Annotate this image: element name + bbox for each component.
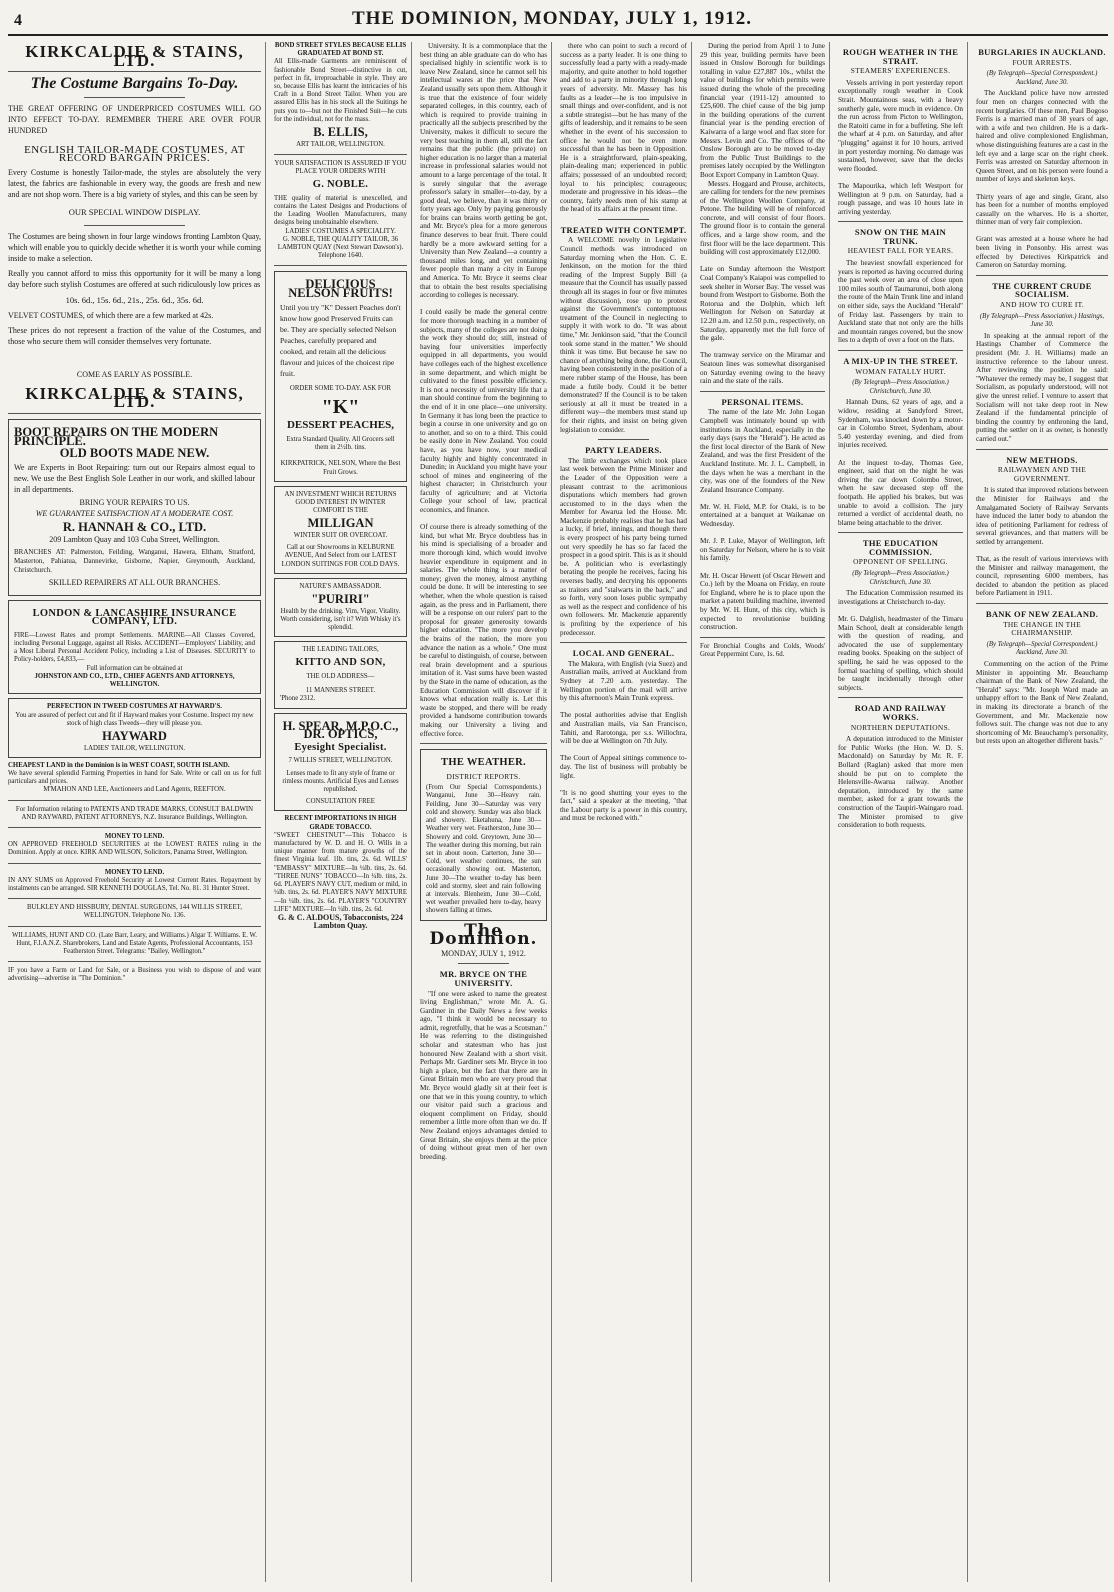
bnz-headline: BANK OF NEW ZEALAND. — [985, 609, 1099, 620]
patents-ad: For Information relating to PATENTS AND TRADE MARKS, CONSULT BALDWIN AND RAYWARD, PATENT ATTORNEYS, N.Z. Insurance Buildings, Wellington. — [15, 805, 254, 821]
nelson-body: Until you try "K" Dessert Peaches don't know how good Preserved Fruits can be. They are specially selected Nelson Peaches, carefully prepared and cooked, and retain all the delicious flavour and juices of the choicest ripe fruit. — [280, 302, 401, 378]
weather-body: (From Our Special Correspondents.) Wanganui, June 30—Heavy rain. Feilding, June 30—Saturday was very cold and showery. Sunday was also black and showery. Eketahuna, June 30—Weather very wet. Featherston, June 30—Showery and cold. Greytown, June 30—The weather during this morning, but rain set in about noon. Carterton, June 30—Cold, wet weather continues, the sun occasionally showing out. Masterton, June 30—The weather to-day has been cold and stormy, sleet and rain following at intervals. Blenheim, June 30—Cold, wet weather prevailed here to-day, heavy showers falling at times. — [426, 784, 541, 915]
socialism-body: In speaking at the annual report of the Hastings Chamber of Commerce the president (Mr. J. H. Williams) made an instructive reference to the labour unrest. After reviewing the position he said: "Whatever the remedy may be, I suggest that Socialism, as popularly understood, will not give the unrest relief. I venture to assert that Socialism will not take deep root in New Zealand if the fundamental principle of binding the country by enthroning the land, putting the settler on it as owner, is honestly carried out." — [976, 331, 1108, 443]
kitto-ad — [274, 641, 407, 708]
insurance-ad — [8, 600, 261, 695]
bnz-sub: THE CHANGE IN THE CHAIRMANSHIP. — [1003, 619, 1081, 638]
kirkcaldie-para-4: VELVET COSTUMES, of which there are a few marked at 42s. — [8, 311, 214, 321]
lend-1-body: ON APPROVED FREEHOLD SECURITIES at the LOWEST RATES ruling in the Dominion. Apply at once. KIRK AND WILSON, Solicitors, Panama Street, Wellington. — [8, 841, 261, 857]
kirkcaldie-para-1: Every Costume is honestly Tailor-made, the styles are absolutely the very latest, the fabrics are fashionable in every way, the goods are fresh and new and are not shop worn. There is a big variety of styles, and this can be seen by — [8, 167, 261, 199]
burglaries-sub: FOUR ARRESTS. — [1012, 57, 1072, 67]
land-body: We have several splendid Farming Properties in hand for Sale. Write or call on us for full particulars and prices. — [8, 769, 261, 786]
kirkcaldie-window-display: OUR SPECIAL WINDOW DISPLAY. — [68, 206, 201, 217]
noble-title: YOUR SATISFACTION IS ASSURED IF YOU PLACE YOUR ORDERS WITH — [274, 159, 407, 176]
burglaries-dateline: (By Telegraph—Special Correspondent.) Auckland, June 30. — [986, 70, 1098, 86]
kitto-title: THE LEADING TAILORS, — [302, 646, 379, 654]
kirkcaldie-firm-name: KIRKCALDIE & STAINS, LTD. — [25, 42, 244, 70]
personal-headline: PERSONAL ITEMS. — [721, 396, 804, 407]
local-news-body: Messrs. Hoggard and Prouse, architects, are calling for tenders for the new premises of the Wellington Woollen Company, at Petone. The building will be of reinforced concrete, and will consist of four floors. The ground floor is to contain the general offices, and a large show room, and the first floor will be the lace department. This building will cost approximately £12,000. Late on Sunday afternoon the Westport Coal Company's Kaiapoi was compelled to seek shelter in Worser Bay. The vessel was bound from Westport to Gisborne. Both the Rotorua and the Dolphin, which left Wellington for Nelson on Saturday at 12.20 a.m. and 12.50 p.m., respectively, on Saturday, apparently met the full force of the gale. The tramway service on the Miramar and Seatoun lines was somewhat disorganised on Saturday evening owing to the heavy rain and the state of the rails. — [700, 179, 825, 386]
milligan-body: WINTER SUIT OR OVERCOAT. — [293, 532, 388, 540]
bnz-body: Commenting on the action of the Prime Minister in appointing Mr. Beauchamp chairman of the Bank of New Zealand, the "Herald" says: "Mr. Joseph Ward made an unhappy effort to the Bank of New Zealand, in making its directorate a branch of the Government, and Mr. Mackenzie now follows suit. The change was not due to any shortcoming of Mr. Beauchamp's personality, but rests upon an altogether different basis." — [976, 660, 1108, 746]
spear-consult: CONSULTATION FREE — [306, 798, 375, 806]
mixup-sub: WOMAN FATALLY HURT. — [855, 366, 946, 376]
party-headline: PARTY LEADERS. — [585, 445, 662, 456]
burglaries-body: The Auckland police have now arrested four men on charges connected with the recent burglaries. Of these men, Paul Bogoso Ferris is a married man of 38 years of age, with a wife and two children. He is a dark-haired and olive complexioned Englishman, whose distinguishing features are a cast in the left eye and a large scar on the right cheek. Ferris was arrested on Saturday afternoon in Queen Street, and on his person were found a number of keys and skeleton keys. Thirty years of age and single, Grant, also has been for a number of months employed casually on the wharves. He is a shorter, thinner man of very fair complexion. Grant was arrested at a house where he had been living in Ponsonby. His arrest was effected by Detectives Kirkpatrick and Cameron on Saturday morning. — [976, 89, 1108, 270]
education-body: The Education Commission resumed its investigations at Christchurch to-day. Mr. G. Dalglish, headmaster of the Timaru Main School, dealt at considerable length with the question of reading, and advocated the use of supplementary reading books. Speaking on the subject of spelling, he said he was opposed to the formal teaching of spelling, which should be taught incidentally through other subjects. — [838, 589, 963, 692]
page-number: 4 — [14, 12, 22, 29]
noble-address: G. NOBLE, THE QUALITY TAILOR, 36 LAMBTON QUAY (Next Stewart Dawson's). Telephone 1640. — [277, 235, 404, 260]
hannah-firm: R. HANNAH & CO., LTD. — [62, 519, 207, 534]
hayward-body: You are assured of perfect cut and fit if Hayward makes your Costume. Inspect my new stock of high class Tweeds—they will please you. — [15, 711, 254, 727]
kirkcaldie-intro: THE GREAT OFFERING OF UNDERPRICED COSTUMES WILL GO INTO EFFECT TO-DAY. REMEMBER THERE ARE OVER FOUR HUNDRED — [8, 103, 261, 135]
tobacco-firm: G. & C. ALDOUS, Tobacconists, 224 Lambton Quay. — [277, 912, 404, 931]
hayward-ad — [8, 698, 261, 757]
kirkcaldie-prices: 10s. 6d., 15s. 6d., 21s., 25s. 6d., 35s. 6d. — [65, 294, 204, 305]
onslow-building-body: During the period from April 1 to June 29 this year, building permits have been issued in Onslow Borough for buildings totalling in value £27,887 10s., whilst the value of buildings for which permits were issued during the whole of the preceding financial year (1911-12) amounted to £25,600. The chief cause of the big jump in the building operations of the current financial year is the pending erection of Kaiwarra of a large wool and flax store for Messrs. Levin and Co. The offices of the Onslow Borough are to be moved to-day from the Public Trust Buildings to the premises lately occupied by the Wellington Boot Export Company in Lambton Quay. — [700, 42, 825, 179]
hannah-body: We are Experts in Boot Repairing: turn out our Repairs almost equal to new. We use the Best English Sole Leather in our work, and skilled labour in all departments. — [14, 462, 255, 494]
rough-weather-headline: ROUGH WEATHER IN THE STRAIT. — [842, 47, 959, 66]
hannah-address: 209 Lambton Quay and 103 Cuba Street, Wellington. — [49, 534, 220, 544]
spear-body: Lenses made to fit any style of frame or rimless mounts. Artificial Eyes and Lenses republished. — [282, 769, 399, 794]
bnz-dateline: (By Telegraph—Special Correspondent.) Auckland, June 30. — [986, 640, 1098, 657]
road-sub: NORTHERN DEPUTATIONS. — [850, 722, 951, 732]
noble-firm: G. NOBLE. — [312, 179, 369, 191]
milligan-ad — [274, 486, 407, 574]
puriri-name: "PURIRI" — [311, 592, 370, 607]
ellis-title: BOND STREET STYLES BECAUSE ELLIS GRADUATED AT BOND ST. — [274, 42, 407, 58]
local-body: The Makura, with English (via Suez) and Australian mails, arrived at Auckland from Sydney at 7.20 a.m. yesterday. The Wellington portion of the mail will arrive by this afternoon's Main Trunk express. The postal authorities advise that English and Australian mails, via San Francisco, Tahiti, and Rarotonga, per s.s. Willochra, will be due at Wellington on 7th July. The Court of Appeal sittings commence to-day. The list of business will probably be light. "It is no good shutting your eyes to the fact," said a speaker at the meeting, "that the Labour party is a power in this country, and must be reckoned with." — [560, 659, 687, 823]
kirkcaldie-para-3: Really you cannot afford to miss this opportunity for it will be many a long day before such stylish Costumes are offered at such ridiculously low prices as — [8, 268, 261, 289]
puriri-ad — [274, 578, 407, 637]
nelson-dessert-peaches: DESSERT PEACHES, — [286, 419, 394, 432]
kitto-firm: KITTO AND SON, — [295, 657, 386, 669]
hannah-bring: BRING YOUR REPAIRS TO US. — [79, 497, 190, 507]
hannah-ad — [8, 419, 261, 596]
university-article-body: University. It is a commonplace that the best thing an able graduate can do who has specialised highly in scientific work is to leave New Zealand, since he cannot sell his intellectual wares at the price that New Zealand usually sets upon them. Although it is true that the existence of four widely separated colleges, in this country, each of which is required to provide training in practically all the subjects prescribed by the University, makes it difficult to secure the very best teaching in them all, still the fact remains that the public (the private) on higher education is no larger than a material increase in professional salaries would not amount to a large percentage of the total. It is surely singular that the average professor's salary in smaller—to-day, by a good deal, we believe, than it was thirty or forty years ago. Only by paying generously for brains can brains worth getting be got, and Mr. Bryce's plea for a more generous finance deserves to bear fruit. There could hardly be a more awkward setting for a University than New Zealand—a country a thousand miles long, and yet containing fewer people than many a city in Europe and America. To Mr. Bryce it seems clear that to obtain the best results specialising according to colleges is necessary. I could easily be made the general centre for more thorough teaching in a number of subjects, many of the colleges are not doing the work they should do; still, instead of having four universities imperfectly equipped in all departments, you would have colleges each of the highest excellence in some department, and which might be cultivated to the finest possible efficiency. It is not a necessity of university life that a man should continue from the beginning to the end of it in one place—one university. In Germany it has long been the practice to begin a course in one university and go on to another, and so on to a third. This could be easily done in New Zealand. You could have, as you have now, your medical faculty highly and highly concentrated in Dunedin; in Auckland you might have your school of mines and engineering of the highest character; in Christchurch your faculty of agriculture; and at Victoria College your school of law, practical economics, and finance. Of course there is already something of the kind, but what Mr. Bryce doubtless has in his mind is specialising of a broader and more thorough kind, which would involve heavier expenditure in equipment and in salaries. The whole thing is a matter of money; given the money, almost anything could be done. It will be interesting to see whether, when the whole question is raised again, as the press and in Parliament, there will be a response on our rulers' part to the proposal for greater generosity towards higher education. "The more you develop the brains of the nation, the more you advance the nation as a whole." One must be careful to distinguish, of course, between real brain development and a spurious imitation of it. Vast sums have been wasted by the State in the name of education, as the Education Commission will discover if it knows what education really is. Let this waste be stopped, and there will be ready provided a handsome contribution towards making our University a living and effective force. — [420, 42, 547, 738]
rough-weather-body: Vessels arriving in port yesterday report exceptionally rough weather in Cook Strait. Mountainous seas, with a heavy southerly gale, were much in evidence. On the run across from Picton to Wellington, the Ratoiti came in for a buffeting. She left the wharf at 4 p.m. on Saturday, and after "plugging" against it for 10 hours, arrived in port yesterday morning. No damage was sustained, however, save that the decks were flooded. The Mapourika, which left Westport for Wellington at 9 p.m. on Saturday, had a rough passage, and was 10 hours late in arriving yesterday. — [838, 78, 963, 216]
ellis-firm: B. ELLIS, — [313, 125, 368, 140]
insurance-agents: JOHNSTON AND CO., LTD., CHIEF AGENTS AND ATTORNEYS, WELLINGTON. — [34, 672, 235, 689]
hannah-branches: BRANCHES AT: Palmerston, Feilding, Wanganui, Hawera, Eltham, Stratford, Masterton, Pahiatua, Dannevirke, Gisborne, Napier, Greymouth, Auckland, Christchurch. — [14, 548, 255, 575]
news-column-2 — [834, 42, 968, 1582]
treated-headline: TREATED WITH CONTEMPT. — [560, 224, 687, 235]
dominion-date: MONDAY, JULY 1, 1912. — [441, 948, 526, 958]
news-column-3 — [972, 42, 1108, 1582]
hayward-firm: HAYWARD — [102, 728, 167, 743]
snow-headline: SNOW ON THE MAIN TRUNK. — [854, 227, 947, 246]
education-headline: THE EDUCATION COMMISSION. — [862, 538, 939, 557]
spear-firm: H. SPEAR, M.P.O.C., DR. OPTICS, — [282, 718, 399, 742]
hannah-title-1: BOOT REPAIRS ON THE MODERN PRINCIPLE. — [14, 424, 219, 448]
tobacco-title: RECENT IMPORTATIONS IN HIGH GRADE TOBACCO. — [284, 815, 397, 831]
nelson-title: DELICIOUS NELSON FRUITS! — [288, 277, 393, 301]
hannah-title-2: OLD BOOTS MADE NEW. — [59, 446, 210, 461]
hayward-title: PERFECTION IN TWEED COSTUMES AT HAYWARD'S. — [47, 703, 222, 711]
puriri-body: Health by the drinking. Vim, Vigor, Vitality. Worth considering, isn't it? With Whisky it's splendid. — [280, 607, 401, 632]
weather-box — [420, 749, 547, 920]
nelson-order: ORDER SOME TO-DAY. ASK FOR — [289, 384, 392, 392]
ad-column-left — [8, 42, 266, 1582]
party-body: The little exchanges which took place last week between the Prime Minister and the Leader of the Opposition were a pleasant contrast to the acrimonious disputations which members had grown accustomed to in the days when the Member for Awarua led the House. Mr. Mackenzie probably realises that he has had a lucky, if brief, innings, and though there is every prospect of his party being turned out very speedily he has so far faced the prospect in a good spirit. This is as it should be. A politician who is everlastingly berating the people he receives, facing his reverses badly, and decrying his opponents as traitors and "stalwarts in the back," and so forth, very soon loses public sympathy as well as the respect and confidence of his own followers. Mr. Mackenzie apparently is profiting by the experience of his predecessor. — [560, 456, 687, 637]
tobacco-body: "SWEET CHESTNUT"—This Tobacco is manufactured by W. D. and H. O. Wills in a unique manner from mature growths of the finest Virginia leaf. 1lb. tins, 2s. 6d. WILLS' "EMBASSY" MIXTURE—In ¼lb. tins, 2s. 6d. "THREE NUNS" TOBACCO—In ¼lb. tins, 2s. 6d. PLAYER'S NAVY CUT, medium or mild, in ¼lb. tins, 2s. 6d. PLAYER'S NAVY MIXTURE—In ¼lb. tins, 2s. 6d. PLAYER'S "COUNTRY LIFE" MIXTURE—In ¼lb. tins, 2s. 6d. — [274, 831, 407, 913]
lend-2-title: MONEY TO LEND. — [104, 868, 165, 876]
spear-title: Eyesight Specialist. — [294, 741, 387, 753]
spear-ad — [274, 713, 407, 812]
new-methods-headline: NEW METHODS. — [1006, 454, 1078, 465]
ellis-sub: ART TAILOR, WELLINGTON. — [296, 140, 385, 148]
nelson-fruits-ad — [274, 271, 407, 481]
ad-column-small — [270, 42, 412, 1582]
weather-title: THE WEATHER. — [441, 757, 526, 769]
insurance-firm: LONDON & LANCASHIRE INSURANCE COMPANY, LTD. — [32, 607, 237, 628]
mixup-headline: A MIX-UP IN THE STREET. — [843, 356, 958, 366]
lend-2-body: IN ANY SUMS on Approved Freehold Security at Lowest Current Rates. Repayment by instalments can be arranged. SIR KENNETH DOUGLAS, Tel. No. 81. 31 Hunter Street. — [8, 876, 261, 892]
farm-ad: IF you have a Farm or Land for Sale, or a Business you wish to dispose of and want advertising—advertise in "The Dominion." — [8, 967, 261, 983]
noble-body: THE quality of material is unexcelled, and contains the Latest Designs and Productions of the Leading Woollen Manufacturers, many designs being unobtainable elsewhere. — [274, 194, 407, 227]
editorial-column-2 — [556, 42, 692, 1582]
hannah-skilled: SKILLED REPAIRERS AT ALL OUR BRANCHES. — [48, 578, 221, 588]
lend-1-title: MONEY TO LEND. — [104, 832, 165, 840]
personal-body: The name of the late Mr. John Logan Campbell was intimately bound up with institutions in Auckland, especially in the early days (says the "Herald"). He acted as the first local director of the Bank of New Zealand, and was the first President of the Auckland Institute. Mr. J. L. Campbell, in the days when he was a merchant in the city, was one of the founders of the New Zealand Insurance Company. Mr. W. H. Field, M.P. for Otaki, is to be entertained at a banquet at Waikanae on Wednesday. Mr. J. P. Luke, Mayor of Wellington, left on Saturday for Nelson, where he is to visit his family. Mr. H. Oscar Hewett (of Oscar Hewett and Co.) left by the Moana on Friday, en route for England, where he is to place upon the market a patent building machine, invented by Mr. W. H. Hunt, of this city, which is expected to revolutionise building construction. — [700, 408, 825, 632]
peppermint-footer: For Bronchial Coughs and Colds, Woods' Great Peppermint Cure, 1s. 6d. — [700, 642, 825, 658]
hannah-guarantee: WE GUARANTEE SATISFACTION AT A MODERATE COST. — [35, 509, 234, 519]
land-firm: M'MAHON AND LEE, Auctioneers and Land Agents, REEFTON. — [43, 786, 226, 794]
mixup-body: Hannah Duns, 62 years of age, and a widow, residing at Sandyford Street, Sydenham, was knocked down by a motor-car in Colombo Street, Sydenham, about 5.40 yesterday evening, and died from injuries received. At the inquest to-day, Thomas Gee, engineer, said that on the night he was driving the car down Colombo Street, when he saw deceased step off the footpath. He applied his brakes, but was unable to avoid a collision. The jury returned a verdict of accidental death, no blame being attachable to the driver. — [838, 398, 963, 527]
insurance-body: FIRE—Lowest Rates and prompt Settlements. MARINE—All Classes Covered, including Personal Luggage, against all Risks. ACCIDENT—Employers' Liability, and a Most Liberal Personal Accident Policy, including a List of Diseases. SECURITY to Policy-holders, £4,833,— — [14, 631, 255, 664]
land-title: CHEAPEST LAND in the Dominion is in WEST COAST, SOUTH ISLAND. — [8, 761, 230, 769]
mixup-dateline: (By Telegraph—Press Association.) Christchurch, June 30. — [852, 379, 949, 395]
williams-ad: WILLIAMS, HUNT AND CO. (Late Barr, Leary, and Williams.) Algar T. Williams. E. W. Hunt, F.I.A.N.Z. Sharebrokers, Land and Estate Agents, Professional Accountants, 153 Featherston Street. Telegrams: "Bailey, Wellington." — [11, 931, 258, 955]
road-body: A deputation introduced to the Minister for Public Works (the Hon. W. D. S. Macdonald) on Saturday by Mr. R. F. Bollard (Raglan) asked that more men should be put on to complete the Helensville-Awarua railway. Another deputation, introduced by the same member, asked for a grant towards the construction of the Taupiri-Waingaro road. The Minister promised to give consideration to both requests. — [838, 735, 963, 830]
kitto-address: 11 MANNERS STREET. — [305, 687, 376, 695]
socialism-dateline: (By Telegraph—Press Association.) Hastings, June 30. — [979, 312, 1105, 329]
new-methods-sub: RAILWAYMEN AND THE GOVERNMENT. — [997, 465, 1087, 483]
road-headline: ROAD AND RAILWAY WORKS. — [854, 703, 947, 722]
local-headline: LOCAL AND GENERAL. — [572, 648, 675, 659]
nelson-firm: KIRKPATRICK, NELSON, Where the Best Fruit Grows. — [280, 460, 401, 476]
kitto-old: THE OLD ADDRESS— — [306, 673, 375, 681]
spear-address: 7 WILLIS STREET, WELLINGTON. — [288, 757, 393, 765]
newspaper-title: THE DOMINION, MONDAY, JULY 1, 1912. — [351, 8, 753, 29]
weather-subtitle: DISTRICT REPORTS. — [446, 771, 521, 781]
masthead — [8, 6, 1108, 36]
kirkcaldie-firm-name-footer: KIRKCALDIE & STAINS, LTD. — [25, 383, 244, 412]
insurance-info: Full information can be obtained at — [86, 664, 183, 672]
socialism-sub: AND HOW TO CURE IT. — [999, 300, 1085, 310]
kirkcaldie-para-5: These prices do not represent a fraction of the value of the Costumes, and those who secure them will consider themselves very fortunate. — [8, 326, 261, 347]
kirkcaldie-caption: ENGLISH TAILOR-MADE COSTUMES, AT RECORD BARGAIN PRICES. — [24, 143, 245, 165]
milligan-title: AN INVESTMENT WHICH RETURNS GOOD INTEREST IN WINTER COMFORT IS THE — [284, 490, 397, 515]
hayward-sub: LADIES' TAILOR, WELLINGTON. — [83, 744, 186, 752]
socialism-headline: THE CURRENT CRUDE SOCIALISM. — [992, 280, 1092, 300]
news-column-1 — [696, 42, 830, 1582]
editorial-headline: MR. BRYCE ON THE UNIVERSITY. — [439, 969, 528, 988]
editorial-body: "If one were asked to name the greatest living Englishman," wrote Mr. A. G. Gardiner in the Daily News a few weeks ago, "I think it would be necessary to admit, regretfully, that he was a Scotsman." He was referring to the distinguished scholar and statesman who has just honoured New Zealand with a short visit. Perhaps Mr. Gardiner sets Mr. Bryce in too high a place, but the fact that there are in Great Britain men who are very proud that Mr. Bryce would gladly sit at their feet is one that we in this young country, to which our visitor paid such a gracious and eloquent compliment on Friday, should remember a little more often than we do. If New Zealand enjoys advantages denied to Great Britain, she enjoys them at the price of doing without great men of her own breeding. — [420, 989, 547, 1161]
dentists-ad: BULKLEY AND HISSBURY, DENTAL SURGEONS, 144 WILLIS STREET, WELLINGTON. Telephone No. 136. — [27, 904, 242, 920]
rough-weather-sub: STEAMERS' EXPERIENCES. — [850, 66, 951, 76]
snow-sub: HEAVIEST FALL FOR YEARS. — [847, 246, 954, 256]
snow-body: The heaviest snowfall experienced for years is reported as having occurred during the past week over an area of close upon 100 miles south of Taumarunui, both along the route of the Main Trunk line and inland on either side, says the Auckland "Herald" of Friday last. Passengers by train to Auckland state that not only are the hills and mountain ranges covered, but the snow lies to a depth of over a foot on the flats. — [838, 259, 963, 345]
education-sub: OPPONENT OF SPELLING. — [853, 557, 948, 567]
ellis-body: All Ellis-made Garments are reminiscent of fashionable Bond Street—distinctive in cut, perfect in fit, irreproachable in style. They are so, because Ellis has learnt the intricacies of his Craft in a Bond Street Tailor. When you are assured Ellis has in his stock all the Suitings he puts you to—but not the Finished Suit—he cuts for the individual, not for the mass. — [274, 58, 407, 123]
milligan-firm: MILLIGAN — [307, 516, 374, 531]
lower-ads-left — [8, 600, 261, 984]
noble-speciality: LADIES' COSTUMES A SPECIALITY. — [285, 227, 396, 235]
nelson-quality: Extra Standard Quality. All Grocers sell them in 2½lb. tins. — [286, 436, 395, 452]
kitto-phone: 'Phone 2312. — [280, 695, 316, 703]
new-methods-body: It is stated that improved relations between the Minister for Railways and the Amalgamated Society of Railway Servants have induced the latter body to abandon the idea of petitioning Parliament for redress of several grievances, and that matters will be settled by arrangement. That, as the result of various interviews with the Minister and railway management, the council, representing 6000 members, has decided to abandon the petition as placed before Parliament in 1911. — [976, 486, 1108, 598]
nelson-k: "K" — [321, 395, 360, 418]
kirkcaldie-come-early: COME AS EARLY AS POSSIBLE. — [76, 370, 193, 380]
burglaries-headline: BURGLARIES IN AUCKLAND. — [978, 47, 1106, 57]
newspaper-page — [8, 6, 1108, 1586]
dominion-nameplate: The Dominion. — [429, 920, 538, 950]
kirkcaldie-headline: The Costume Bargains To-Day. — [30, 75, 239, 93]
milligan-call: Call at our Showrooms in KELBURNE AVENUE, And Select from our LATEST LONDON SUITINGS FOR COLD DAYS. — [281, 544, 400, 568]
massey-article-body: there who can point to such a record of success as a party leader. It is one thing to successfully lead a party with a ready-made majority, and quite another to hold together and add to a party in minority through long years of adversity. Mr. Massey has his faults as a leader—he is too impulsive in small things and over-confident, and is not a subtle strategist—but he has many of the gifts of leadership, and it remains to be seen whether in the event of his succession to office he would not be even more successful than he has been in Opposition. He is a straightforward, plain-speaking, plain-dealing man; experienced in public affairs; possessed of an undoubted record; loyal to his principles; courageous; moderate and progressive in his ideas—the country, fairly needs men of his stamp at the head of its affairs at the present time. — [560, 42, 687, 214]
treated-body: A WELCOME novelty in Legislative Council methods was introduced on Saturday morning when the Hon. C. E. Jenkinson, on the motion for the third reading of the Imprest Supply Bill (a measure that the Council has usually passed through all its stages in four or five minutes without discussion), rose up to protest against the Government's contemptuous treatment of the Council in neglecting to supply it with work to do. "It was about time," Mr. Jenkinson said, "that the Council took some stand in the matter." We should think it was time. But because he saw no chance of anything being done, the Council, having been consistently in the position of a mere rubber stamp of the House, has been made a futile body. Could it be better demonstrated? If the Council is to be taken seriously at all it must be treated in a different way—the members must stand up for their rights, and insist on being given legislation to consider. — [560, 236, 687, 434]
education-dateline: (By Telegraph—Press Association.) Christchurch, June 30. — [852, 570, 949, 586]
puriri-title: NATURE'S AMBASSADOR. — [299, 582, 382, 590]
kirkcaldie-para-2: The Costumes are being shown in four large windows fronting Lambton Quay, which will enable you to quickly decide whether it is worth your while coming inside to make a selection. — [8, 231, 261, 263]
editorial-column-1 — [416, 42, 552, 1582]
